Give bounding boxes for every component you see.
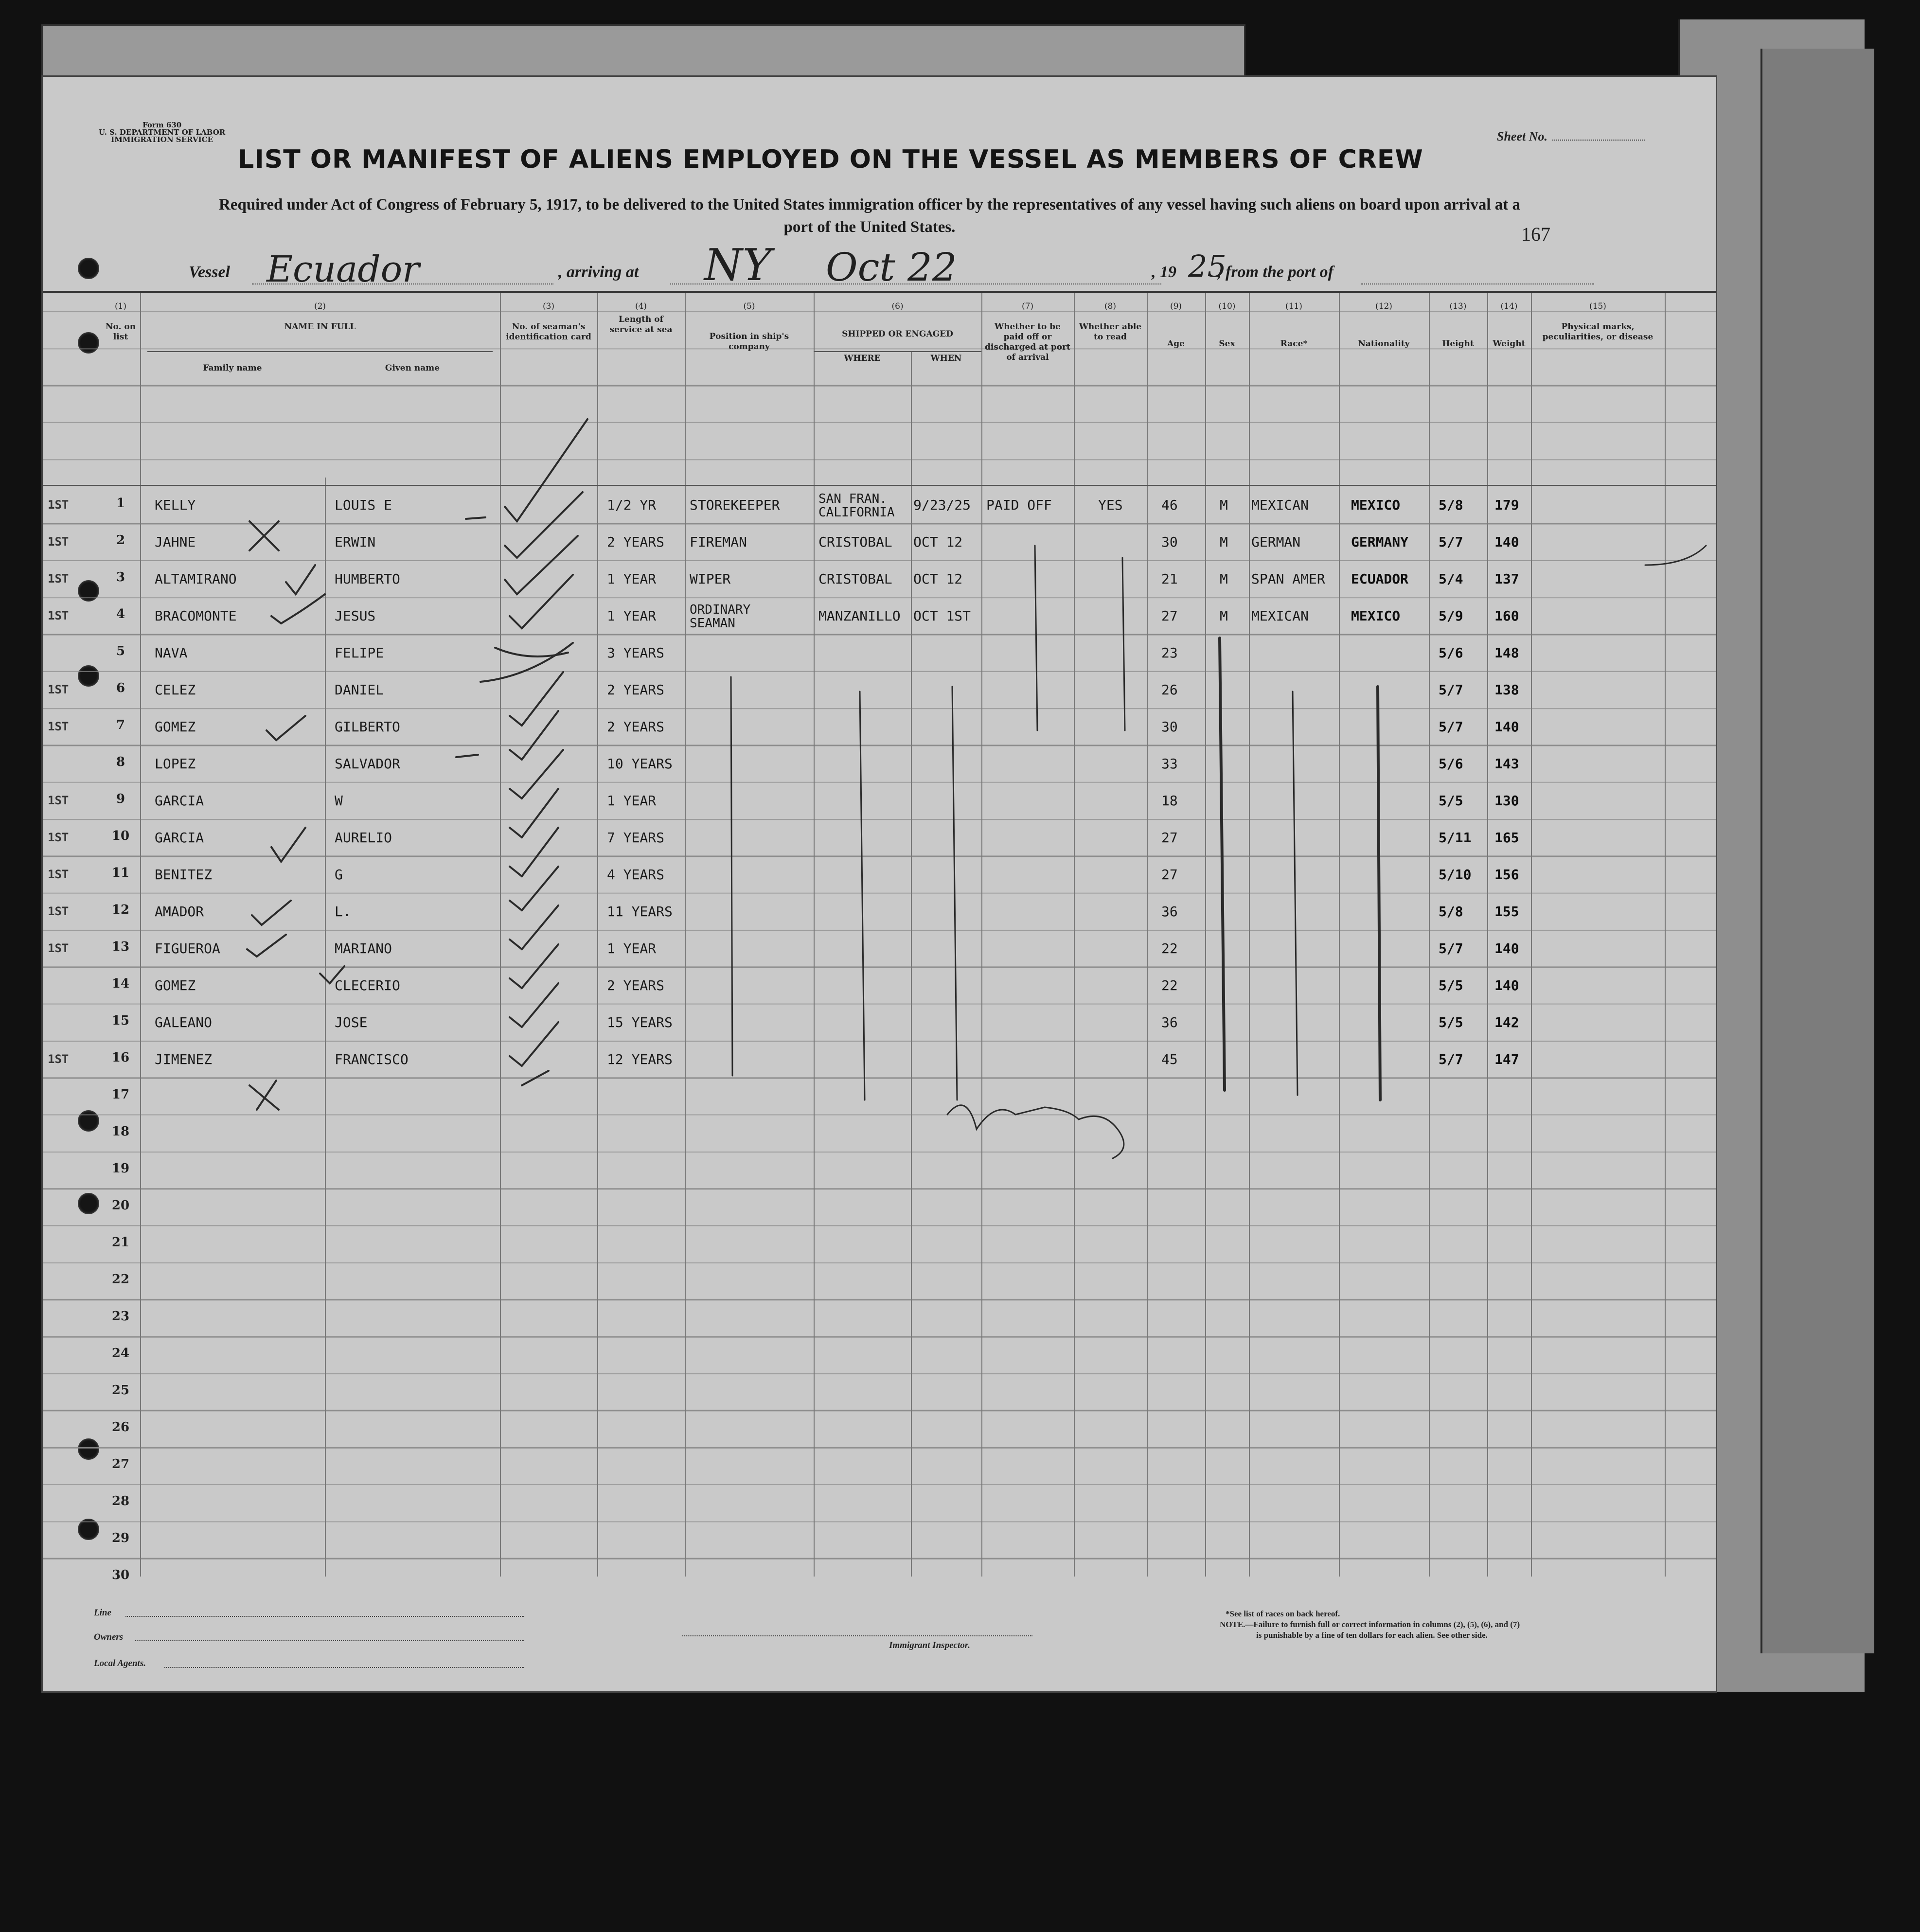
height-cell: 5/8 bbox=[1439, 497, 1463, 513]
arriving-label: , arriving at bbox=[558, 263, 639, 281]
row-number: 10 bbox=[111, 829, 130, 843]
able-to-read-cell: YES bbox=[1098, 497, 1123, 513]
header-no-on-list: No. on list bbox=[105, 322, 136, 342]
col-num-14: (14) bbox=[1500, 301, 1518, 311]
manifest-page bbox=[41, 75, 1717, 1693]
col-num-7: (7) bbox=[1021, 301, 1034, 311]
height-cell: 5/5 bbox=[1439, 793, 1463, 809]
trip-stamp: 1ST bbox=[48, 941, 69, 955]
age-cell: 45 bbox=[1161, 1051, 1178, 1067]
length-of-service-cell: 2 YEARS bbox=[607, 977, 665, 993]
footer-owners-label: Owners bbox=[94, 1632, 124, 1642]
checkmark-icon bbox=[505, 536, 578, 594]
age-cell: 27 bbox=[1161, 830, 1178, 846]
subtitle-line-2: port of the United States. bbox=[783, 218, 956, 236]
row-number: 7 bbox=[116, 718, 125, 732]
given-name-cell: L. bbox=[335, 904, 351, 920]
family-name-cell: JIMENEZ bbox=[155, 1051, 213, 1067]
cross-mark-icon bbox=[249, 521, 279, 550]
race-cell: MEXICAN bbox=[1251, 497, 1309, 513]
given-name-cell: ERWIN bbox=[335, 534, 376, 550]
weight-cell: 179 bbox=[1494, 497, 1519, 513]
service-name: IMMIGRATION SERVICE bbox=[111, 135, 213, 144]
length-of-service-cell: 12 YEARS bbox=[607, 1051, 673, 1067]
shipped-where-cell: CRISTOBAL bbox=[818, 534, 892, 550]
nationality-cell: ECUADOR bbox=[1351, 571, 1409, 587]
length-of-service-cell: 1 YEAR bbox=[607, 940, 657, 957]
length-of-service-cell: 7 YEARS bbox=[607, 830, 665, 846]
checkmark-icon bbox=[267, 716, 305, 740]
weight-cell: 148 bbox=[1494, 645, 1519, 661]
length-of-service-cell: 1 YEAR bbox=[607, 571, 657, 587]
row-number: 28 bbox=[111, 1494, 130, 1508]
height-cell: 5/5 bbox=[1439, 1014, 1463, 1030]
weight-cell: 138 bbox=[1494, 682, 1519, 698]
length-of-service-cell: 1/2 YR bbox=[607, 497, 657, 513]
given-name-cell: JESUS bbox=[335, 608, 376, 624]
ditto-line bbox=[1035, 546, 1037, 730]
length-of-service-cell: 1 YEAR bbox=[607, 793, 657, 809]
row-number: 21 bbox=[111, 1235, 130, 1250]
row-number: 17 bbox=[111, 1087, 130, 1102]
cross-mark-icon bbox=[249, 1081, 279, 1110]
age-cell: 23 bbox=[1161, 645, 1178, 661]
checkmark-icon bbox=[510, 828, 558, 876]
col-num-15: (15) bbox=[1589, 301, 1606, 311]
document-subtitle bbox=[91, 194, 1648, 238]
sex-cell: M bbox=[1220, 497, 1228, 513]
footer-agents-label: Local Agents. bbox=[94, 1658, 146, 1668]
length-of-service-cell: 3 YEARS bbox=[607, 645, 665, 661]
age-cell: 21 bbox=[1161, 571, 1178, 587]
from-port-label: , from the port of bbox=[1217, 263, 1333, 281]
age-cell: 46 bbox=[1161, 497, 1178, 513]
header-able-to-read: Whether able to read bbox=[1079, 322, 1142, 342]
header-name-in-full: NAME IN FULL bbox=[284, 322, 356, 332]
family-name-cell: GARCIA bbox=[155, 830, 204, 846]
weight-cell: 140 bbox=[1494, 719, 1519, 735]
trip-stamp: 1ST bbox=[48, 868, 69, 881]
length-of-service-cell: 15 YEARS bbox=[607, 1014, 673, 1030]
checkmark-icon bbox=[510, 905, 558, 949]
height-cell: 5/7 bbox=[1439, 940, 1463, 957]
weight-cell: 140 bbox=[1494, 534, 1519, 550]
position-cell: WIPER bbox=[690, 571, 731, 587]
trip-stamp: 1ST bbox=[48, 831, 69, 844]
position-cell: ORDINARY SEAMAN bbox=[690, 603, 751, 631]
header-sex: Sex bbox=[1219, 339, 1235, 349]
year-prefix: , 19 bbox=[1152, 263, 1176, 281]
row-number: 4 bbox=[116, 607, 125, 621]
header-race: Race* bbox=[1280, 339, 1308, 349]
height-cell: 5/9 bbox=[1439, 608, 1463, 624]
family-name-cell: CELEZ bbox=[155, 682, 196, 698]
vessel-info-line bbox=[189, 240, 1599, 291]
ditto-line bbox=[1220, 638, 1225, 1090]
row-number: 26 bbox=[111, 1420, 130, 1435]
row-number: 11 bbox=[111, 866, 130, 880]
given-name-cell: G bbox=[335, 867, 343, 883]
weight-cell: 143 bbox=[1494, 756, 1519, 772]
trip-stamp: 1ST bbox=[48, 904, 69, 918]
row-number: 18 bbox=[111, 1124, 130, 1139]
arrival-year: 25 bbox=[1188, 248, 1227, 284]
race-note: *See list of races on back hereof. bbox=[1226, 1609, 1340, 1618]
weight-cell: 142 bbox=[1494, 1014, 1519, 1030]
height-cell: 5/8 bbox=[1439, 904, 1463, 920]
header-paid-off: Whether to be paid off or discharged at port of arrival bbox=[985, 322, 1070, 362]
row-number: 22 bbox=[111, 1272, 130, 1287]
arrival-date: Oct 22 bbox=[826, 245, 957, 290]
sex-cell: M bbox=[1220, 534, 1228, 550]
given-name-cell: LOUIS E bbox=[335, 497, 392, 513]
weight-cell: 156 bbox=[1494, 867, 1519, 883]
penalty-note-line-1: NOTE.—Failure to furnish full or correct information in columns (2), (5), (6), and (7) bbox=[1220, 1620, 1520, 1629]
row-number: 12 bbox=[111, 903, 130, 917]
header-height: Height bbox=[1442, 339, 1474, 349]
length-of-service-cell: 2 YEARS bbox=[607, 682, 665, 698]
punch-hole bbox=[78, 258, 99, 279]
row-number: 30 bbox=[111, 1568, 130, 1582]
race-cell: SPAN AMER bbox=[1251, 571, 1325, 587]
underlying-sheet-top bbox=[41, 24, 1245, 81]
form-number: Form 630 bbox=[142, 121, 182, 129]
shipped-when-cell: OCT 12 bbox=[913, 534, 963, 550]
col-num-9: (9) bbox=[1170, 301, 1182, 311]
row-number: 8 bbox=[116, 755, 125, 769]
weight-cell: 165 bbox=[1494, 830, 1519, 846]
row-number: 20 bbox=[111, 1198, 130, 1213]
row-number: 2 bbox=[116, 533, 125, 548]
shipped-where-cell: MANZANILLO bbox=[818, 608, 901, 624]
trip-stamp: 1ST bbox=[48, 1052, 69, 1066]
weight-cell: 137 bbox=[1494, 571, 1519, 587]
row-number: 29 bbox=[111, 1531, 130, 1545]
age-cell: 36 bbox=[1161, 904, 1178, 920]
weight-cell: 155 bbox=[1494, 904, 1519, 920]
row-number: 3 bbox=[116, 570, 125, 585]
arriving-port: NY bbox=[704, 240, 772, 291]
given-name-cell: W bbox=[335, 793, 343, 809]
col-num-6: (6) bbox=[891, 301, 904, 311]
checkmark-icon bbox=[510, 789, 558, 837]
length-of-service-cell: 1 YEAR bbox=[607, 608, 657, 624]
footer-line-label: Line bbox=[94, 1608, 111, 1618]
height-cell: 5/7 bbox=[1439, 1051, 1463, 1067]
inspector-signature bbox=[947, 1105, 1124, 1158]
checkmark-icon bbox=[510, 944, 558, 988]
age-cell: 30 bbox=[1161, 534, 1178, 550]
trip-stamp: 1ST bbox=[48, 535, 69, 549]
trip-stamp: 1ST bbox=[48, 498, 69, 512]
handwritten-marks bbox=[43, 293, 1716, 1577]
header-age: Age bbox=[1167, 339, 1185, 349]
sheet-number-label: Sheet No. bbox=[1497, 129, 1547, 143]
height-cell: 5/7 bbox=[1439, 719, 1463, 735]
height-cell: 5/6 bbox=[1439, 756, 1463, 772]
given-name-cell: CLECERIO bbox=[335, 977, 400, 993]
underlying-sheet-right-back bbox=[1760, 49, 1874, 1653]
document-title: LIST OR MANIFEST OF ALIENS EMPLOYED ON THE VESSEL AS MEMBERS OF CREW bbox=[238, 145, 1423, 174]
col-num-11: (11) bbox=[1285, 301, 1302, 311]
trip-stamp: 1ST bbox=[48, 720, 69, 733]
age-cell: 27 bbox=[1161, 608, 1178, 624]
sex-cell: M bbox=[1220, 571, 1228, 587]
length-of-service-cell: 10 YEARS bbox=[607, 756, 673, 772]
trip-stamp: 1ST bbox=[48, 794, 69, 807]
family-name-cell: JAHNE bbox=[155, 534, 196, 550]
age-cell: 30 bbox=[1161, 719, 1178, 735]
given-name-cell: JOSE bbox=[335, 1014, 368, 1030]
given-name-cell: GILBERTO bbox=[335, 719, 400, 735]
row-number: 23 bbox=[111, 1309, 130, 1324]
family-name-cell: LOPEZ bbox=[155, 756, 196, 772]
height-cell: 5/10 bbox=[1439, 867, 1472, 883]
checkmark-icon bbox=[510, 983, 558, 1027]
subtitle-line-1: Required under Act of Congress of February 5, 1917, to be delivered to the United States immigration officer by the representatives of any vessel having such aliens on board upon arrival at a bbox=[219, 196, 1520, 213]
checkmark-icon bbox=[505, 492, 583, 558]
checkmark-icon bbox=[271, 594, 325, 623]
row-number: 25 bbox=[111, 1383, 130, 1398]
dash-mark bbox=[466, 517, 485, 519]
checkmark-icon bbox=[252, 901, 291, 925]
sheet-number-field bbox=[1497, 129, 1645, 144]
col-num-12: (12) bbox=[1375, 301, 1392, 311]
header-given-name: Given name bbox=[385, 363, 440, 373]
nationality-cell: MEXICO bbox=[1351, 608, 1401, 624]
col-num-3: (3) bbox=[542, 301, 555, 311]
row-number: 1 bbox=[116, 496, 125, 511]
given-name-cell: SALVADOR bbox=[335, 756, 400, 772]
length-of-service-cell: 2 YEARS bbox=[607, 719, 665, 735]
height-cell: 5/6 bbox=[1439, 645, 1463, 661]
immigrant-inspector-label: Immigrant Inspector. bbox=[889, 1640, 970, 1650]
family-name-cell: FIGUEROA bbox=[155, 940, 220, 957]
vessel-name: Ecuador bbox=[267, 248, 420, 290]
weight-cell: 140 bbox=[1494, 940, 1519, 957]
page-number: 167 bbox=[1521, 223, 1550, 245]
form-identifier bbox=[99, 122, 225, 143]
col-num-4: (4) bbox=[635, 301, 647, 311]
header-family-name: Family name bbox=[203, 363, 262, 373]
header-shipped-engaged: SHIPPED OR ENGAGED bbox=[842, 329, 953, 339]
given-name-cell: DANIEL bbox=[335, 682, 384, 698]
col-num-5: (5) bbox=[743, 301, 755, 311]
age-cell: 22 bbox=[1161, 977, 1178, 993]
weight-cell: 130 bbox=[1494, 793, 1519, 809]
paid-off-cell: PAID OFF bbox=[986, 497, 1052, 513]
checkmark-icon bbox=[510, 575, 573, 628]
row-number: 9 bbox=[116, 792, 125, 806]
family-name-cell: GALEANO bbox=[155, 1014, 213, 1030]
nationality-cell: MEXICO bbox=[1351, 497, 1401, 513]
ditto-line bbox=[952, 687, 957, 1100]
checkmark-icon bbox=[510, 672, 563, 726]
checkmark-icon bbox=[522, 1071, 549, 1085]
header-physical-marks: Physical marks, peculiarities, or disease bbox=[1542, 322, 1653, 342]
height-cell: 5/4 bbox=[1439, 571, 1463, 587]
length-of-service-cell: 2 YEARS bbox=[607, 534, 665, 550]
shipped-when-cell: OCT 1ST bbox=[913, 608, 971, 624]
family-name-cell: GOMEZ bbox=[155, 977, 196, 993]
shipped-where-cell: SAN FRAN. CALIFORNIA bbox=[818, 492, 895, 520]
sex-cell: M bbox=[1220, 608, 1228, 624]
family-name-cell: NAVA bbox=[155, 645, 188, 661]
checkmark-icon bbox=[320, 966, 344, 983]
height-cell: 5/7 bbox=[1439, 682, 1463, 698]
row-number: 6 bbox=[116, 681, 125, 695]
trip-stamp: 1ST bbox=[48, 683, 69, 696]
family-name-cell: KELLY bbox=[155, 497, 196, 513]
crew-manifest-table bbox=[43, 291, 1716, 1582]
given-name-cell: AURELIO bbox=[335, 830, 392, 846]
dash-mark bbox=[456, 755, 478, 757]
penalty-note-line-2: is punishable by a fine of ten dollars for each alien. See other side. bbox=[1256, 1631, 1488, 1640]
given-name-cell: HUMBERTO bbox=[335, 571, 400, 587]
nationality-cell: GERMANY bbox=[1351, 534, 1409, 550]
header-when: WHEN bbox=[930, 354, 962, 363]
race-cell: GERMAN bbox=[1251, 534, 1301, 550]
header-position: Position in ship's company bbox=[709, 332, 789, 352]
family-name-cell: ALTAMIRANO bbox=[155, 571, 237, 587]
col-num-8: (8) bbox=[1104, 301, 1117, 311]
given-name-cell: FRANCISCO bbox=[335, 1051, 409, 1067]
ditto-line bbox=[731, 677, 732, 1076]
height-cell: 5/5 bbox=[1439, 977, 1463, 993]
trip-stamp: 1ST bbox=[48, 609, 69, 622]
ditto-line bbox=[1122, 558, 1125, 730]
header-weight: Weight bbox=[1493, 339, 1526, 349]
header-id-card: No. of seaman's identification card bbox=[506, 322, 591, 342]
length-of-service-cell: 11 YEARS bbox=[607, 904, 673, 920]
age-cell: 26 bbox=[1161, 682, 1178, 698]
row-number: 14 bbox=[111, 976, 130, 991]
row-number: 5 bbox=[116, 644, 125, 658]
family-name-cell: AMADOR bbox=[155, 904, 204, 920]
position-cell: FIREMAN bbox=[690, 534, 747, 550]
age-cell: 22 bbox=[1161, 940, 1178, 957]
header-length-of-service: Length of service at sea bbox=[609, 315, 673, 335]
weight-cell: 147 bbox=[1494, 1051, 1519, 1067]
age-cell: 27 bbox=[1161, 867, 1178, 883]
row-number: 19 bbox=[111, 1161, 130, 1176]
shipped-when-cell: OCT 12 bbox=[913, 571, 963, 587]
header-nationality: Nationality bbox=[1358, 339, 1410, 349]
col-num-1: (1) bbox=[114, 301, 127, 311]
age-cell: 33 bbox=[1161, 756, 1178, 772]
height-cell: 5/7 bbox=[1439, 534, 1463, 550]
weight-cell: 160 bbox=[1494, 608, 1519, 624]
footer-notes bbox=[1220, 1609, 1520, 1641]
given-name-cell: MARIANO bbox=[335, 940, 392, 957]
checkmark-icon bbox=[286, 565, 315, 594]
shipped-where-cell: CRISTOBAL bbox=[818, 571, 892, 587]
family-name-cell: GARCIA bbox=[155, 793, 204, 809]
header-where: WHERE bbox=[844, 354, 881, 363]
ditto-line bbox=[1378, 687, 1380, 1100]
row-number: 16 bbox=[111, 1050, 130, 1065]
trip-stamp: 1ST bbox=[48, 572, 69, 585]
col-num-10: (10) bbox=[1218, 301, 1236, 311]
checkmark-icon bbox=[510, 1022, 558, 1066]
length-of-service-cell: 4 YEARS bbox=[607, 867, 665, 883]
row-number: 27 bbox=[111, 1457, 130, 1471]
row-number: 15 bbox=[111, 1013, 130, 1028]
family-name-cell: BENITEZ bbox=[155, 867, 213, 883]
row-number: 24 bbox=[111, 1346, 130, 1361]
vessel-label: Vessel bbox=[189, 263, 230, 281]
age-cell: 36 bbox=[1161, 1014, 1178, 1030]
department-name: U. S. DEPARTMENT OF LABOR bbox=[99, 128, 226, 137]
position-cell: STOREKEEPER bbox=[690, 497, 780, 513]
stray-mark bbox=[1645, 546, 1706, 565]
checkmark-icon bbox=[247, 935, 286, 957]
family-name-cell: GOMEZ bbox=[155, 719, 196, 735]
height-cell: 5/11 bbox=[1439, 830, 1472, 846]
checkmark-icon bbox=[510, 711, 558, 760]
row-number: 13 bbox=[111, 939, 130, 954]
age-cell: 18 bbox=[1161, 793, 1178, 809]
checkmark-icon bbox=[505, 419, 587, 521]
col-num-13: (13) bbox=[1449, 301, 1467, 311]
weight-cell: 140 bbox=[1494, 977, 1519, 993]
family-name-cell: BRACOMONTE bbox=[155, 608, 237, 624]
ditto-line bbox=[860, 691, 865, 1100]
race-cell: MEXICAN bbox=[1251, 608, 1309, 624]
checkmark-icon bbox=[271, 828, 305, 862]
shipped-when-cell: 9/23/25 bbox=[913, 497, 971, 513]
given-name-cell: FELIPE bbox=[335, 645, 384, 661]
ditto-line bbox=[1293, 691, 1298, 1095]
col-num-2: (2) bbox=[314, 301, 326, 311]
